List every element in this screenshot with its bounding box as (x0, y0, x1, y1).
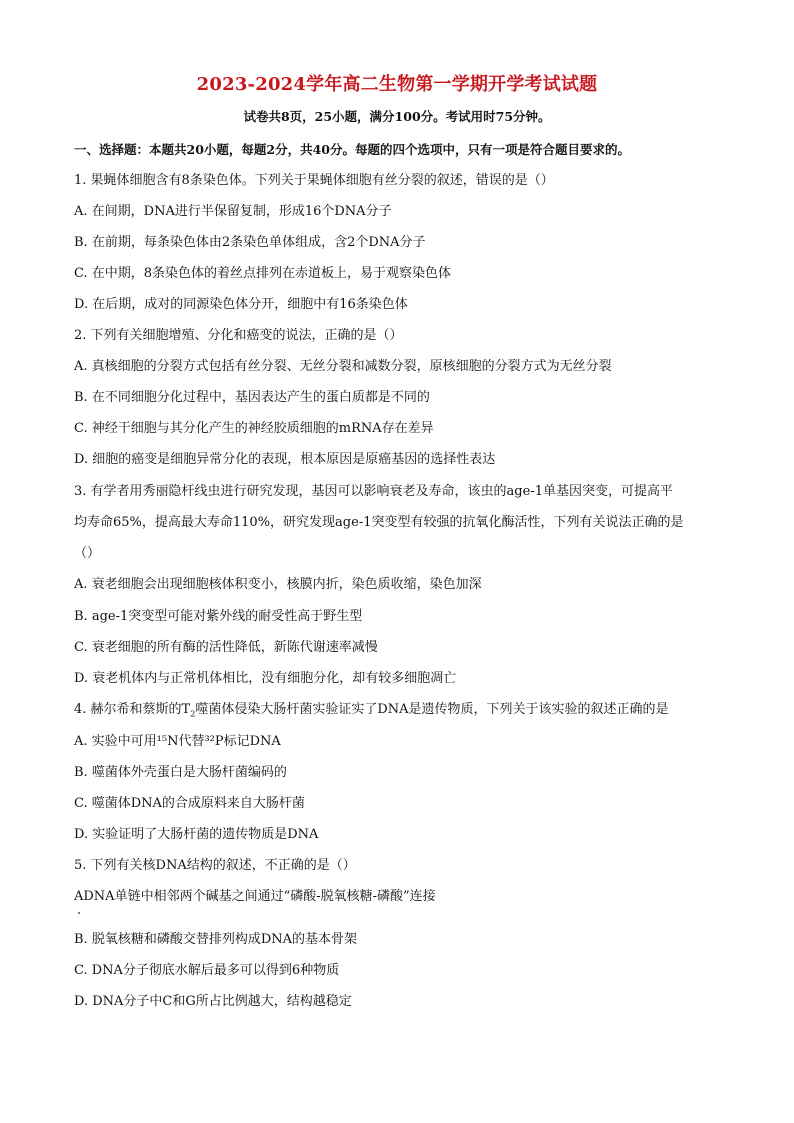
question-2-option-c: C. 神经干细胞与其分化产生的神经胶质细胞的mRNA存在差异 (74, 421, 434, 436)
question-4-option-c: C. 噬菌体DNA的合成原料来自大肠杆菌 (74, 796, 305, 811)
question-5-option-a: ADNA单链中相邻两个碱基之间通过“磷酸-脱氧核糖-磷酸”连接 (74, 889, 436, 904)
exam-title: 2023-2024学年高二生物第一学期开学考试试题 (196, 74, 598, 95)
question-4-option-d: D. 实验证明了大肠杆菌的遗传物质是DNA (74, 827, 319, 842)
stray-mark (78, 912, 80, 914)
question-4-stem-before: 4. 赫尔希和蔡斯的T (74, 702, 191, 717)
question-3-stem-line-3: （） (74, 546, 101, 561)
question-2-stem: 2. 下列有关细胞增殖、分化和癌变的说法，正确的是（） (74, 328, 403, 343)
section-heading: 一、选择题：本题共20小题，每题2分，共40分。每题的四个选项中，只有一项是符合题目要求的。 (74, 142, 630, 157)
question-3-option-a: A. 衰老细胞会出现细胞核体积变小，核膜内折，染色质收缩，染色加深 (74, 577, 482, 592)
question-5-option-d: D. DNA分子中C和G所占比例越大，结构越稳定 (74, 994, 352, 1009)
question-4-option-a: A. 实验中可用¹⁵N代替³²P标记DNA (74, 734, 281, 749)
question-3-option-d: D. 衰老机体内与正常机体相比，没有细胞分化，却有较多细胞凋亡 (74, 671, 457, 686)
question-1-option-c: C. 在中期，8条染色体的着丝点排列在赤道板上，易于观察染色体 (74, 266, 452, 281)
question-5-stem: 5. 下列有关核DNA结构的叙述，不正确的是（） (74, 858, 356, 873)
question-4-stem-subscript: 2 (190, 709, 196, 719)
question-1-option-d: D. 在后期，成对的同源染色体分开，细胞中有16条染色体 (74, 297, 408, 312)
question-1-option-a: A. 在间期，DNA进行半保留复制，形成16个DNA分子 (74, 204, 392, 219)
question-4-option-b: B. 噬菌体外壳蛋白是大肠杆菌编码的 (74, 765, 287, 780)
question-3-option-b: B. age-1突变型可能对紫外线的耐受性高于野生型 (74, 609, 363, 624)
question-2-option-a: A. 真核细胞的分裂方式包括有丝分裂、无丝分裂和减数分裂，原核细胞的分裂方式为无丝分裂 (74, 359, 612, 374)
question-4-stem-after: 噬菌体侵染大肠杆菌实验证实了DNA是遗传物质，下列关于该实验的叙述正确的是 (195, 702, 669, 717)
question-5-option-b: B. 脱氧核糖和磷酸交替排列构成DNA的基本骨架 (74, 932, 358, 947)
question-2-option-b: B. 在不同细胞分化过程中，基因表达产生的蛋白质都是不同的 (74, 390, 430, 405)
question-3-stem-line-2: 均寿命65%，提高最大寿命110%，研究发现age-1突变型有较强的抗氧化酶活性，下列有关说法正确的是 (74, 515, 684, 530)
question-4-stem (74, 701, 669, 719)
question-1-option-b: B. 在前期，每条染色体由2条染色单体组成，含2个DNA分子 (74, 235, 426, 250)
question-2-option-d: D. 细胞的癌变是细胞异常分化的表现，根本原因是原癌基因的选择性表达 (74, 452, 496, 467)
question-3-stem-line-1: 3. 有学者用秀丽隐杆线虫进行研究发现，基因可以影响衰老及寿命，该虫的age-1单基因突变，可提高平 (74, 484, 673, 499)
question-5-option-c: C. DNA分子彻底水解后最多可以得到6种物质 (74, 963, 340, 978)
question-1-stem: 1. 果蝇体细胞含有8条染色体。下列关于果蝇体细胞有丝分裂的叙述，错误的是（） (74, 173, 554, 188)
exam-subtitle: 试卷共8页，25小题，满分100分。考试用时75分钟。 (243, 109, 551, 124)
question-3-option-c: C. 衰老细胞的所有酶的活性降低，新陈代谢速率减慢 (74, 640, 378, 655)
